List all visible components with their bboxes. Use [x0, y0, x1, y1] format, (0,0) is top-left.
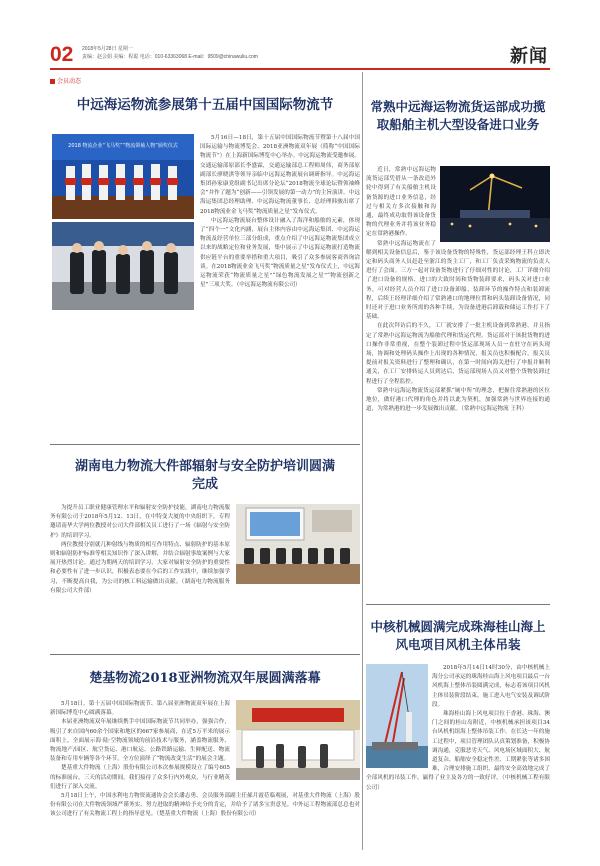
article5-photo-spacer — [366, 664, 432, 772]
column-divider — [362, 72, 363, 850]
header-credits: 责编：赵会娟 美编：程聪 电话：010-63363068 E-mail：9509@chinawuliu.com — [82, 54, 258, 60]
article-separator — [366, 604, 550, 605]
article5-lead: 2018年5月14日14时30分，由中核机械上海分公司承运的珠海桂山海上风电项目最后一台风机海上整体吊装圆满完成，标志着该项目风机主体吊装阶段结束，施工进入电气安装及调试阶段。 — [432, 665, 550, 708]
tag-label: 会员动态 — [57, 79, 82, 85]
section-title: 新闻 — [510, 46, 548, 67]
article-separator — [50, 444, 360, 445]
right-column — [366, 72, 550, 850]
left-column — [50, 72, 360, 850]
article4-paragraph: 常熟中远海运物流在了解到相关设备信息后，鉴于该设备货物的特殊性，货运部经理王科立即决定和码头商务人员赶赴至浙江的货主工厂，和工厂负责采购物流的负责人进行了会面。三方一起对设备货物进行了仔细对性的讨论，工厂详细介绍了进口设备的规格、进口的大致时间和货物装卸要求，码头关对进口业务，可对经营人员介绍了进口设备卸船、装卸环节的操作特点和装卸流程，后续王经理详细介绍了常熟港口的地理位置和码头装卸设备情况，同时还对于进口业务所需的各种手续，为设备进港后卸载和储运工作打下了基础。 — [366, 240, 550, 321]
article1-title: 中远海运物流参展第十五届中国国际物流节 — [76, 97, 334, 113]
article1-paragraph: 中远海运物流展台整体设计融入了海洋和船舶的元素，体现了“四个一”文化内涵，展台主体内容由中远海运集团、中远海运物流及经营单位三部分组成，重点介绍了中远海运物流集团成立以来的战略定位和业务发展，集中展示了中远海运物流打造物流供应链平台的重要举措和重大项目，吸引了众多参展客商咨询洽谈。在2018物流业金飞马奖“物流质量之星”发布仪式上，中远海运物流荣获“物流质量之星”“绿色物流发展之星”“物流创新之星”三项大奖。（中远海运物流有限公司） — [200, 217, 360, 289]
article1-paragraph: 5月16日—18日，第十五届中国国际物流节暨第十八届中国国际运输与物流博览会、2018亚洲物流双年展（简称“中国国际物流节”）在上海新国际博览中心举办。中远海运物流受邀参展。交通运输部原部长李盛霖，交通运输部总工程师周伟，商务部原副部长廖晓淇等领导亲临中远海运物流展台调研指导。中远海运集团孙家康党组副书记出席分论坛“2018物流全球论坛暨领袖峰会”并作了题为“创新——引领发展的第一动力”的主旨演讲。中远海运集团总经理助理、中远海运物流董事长、总经理韩骏出席了2018物流业金飞马奖“物流质量之星”发布仪式。 — [200, 135, 360, 215]
article5-paragraph: 珠海桂山海上风电项目位于香港、珠海、澳门之间的桂山岛附近，中核机械承担该项目34台风机机组海上整体吊装工作。在长达一年的施工过程中，项目管理团队认真策划准备，积极协调沟通，克服恶劣天气、风电场区域面积大、航道复杂、船舶安全稳定性差、工期紧张等诸多困难，合理安排施工组织，最终安全高效地完成了全部风机的吊装工作，赢得了业主及各方的一致好评。（中核机械工程有限公司） — [366, 711, 550, 791]
article2-body — [50, 504, 360, 644]
article4-lead: 近日，常熟中远海运物流货运部凭借从一条改造外轮中得到了有关船舶主机设备货源的进口业务信息，经过与相关方多次接触和沟通，最终成功取得该设备货物的代理业务并将该业务稳定在常熟港操作。 — [366, 167, 436, 238]
article3-paragraph: 楚基重大件物流（上海）股份有限公司本次参展规模设立了编号605的标准展台，三天的活动期间，我们接待了众多行内外观众，与行业精英们进行了深入交流。 — [50, 765, 230, 790]
article4-photo-spacer — [436, 166, 550, 246]
article4-paragraph: 在此次拜访后的不久，工厂就安排了一批主机设备到常熟港，并且指定了常熟中远海运物流为船舶代理和货运代理。货运部对于该批货物的进口操作非常重视，在整个装卸过程中货运部现场人员一直驻守在码头现场，协调和处理码头操作上出现的各种情况，报关员也积极配合，报关员提前对报关资料进行了整理和确认，在第一时间向海关进行了申报并顺利通关，在工厂安排转运人员到达后，货运部现场人员又对整个货物装卸过程进行了全程监控。 — [366, 323, 550, 385]
article5-body — [366, 664, 550, 850]
article4-paragraph: 常熟中远海运物流货运部紧抓“厕中所”的理念，把握住常熟港的区位地位，做好港口代理的角色并将以此为契机，加强常熟与世界连接的通道，为常熟港的进一步发展做出贡献。（常熟中远海运物流 王科） — [366, 387, 550, 413]
header-date: 2018年5月28日 星期一 — [82, 46, 133, 52]
article3-photo-spacer — [230, 700, 360, 784]
tag-square-icon — [50, 79, 55, 84]
article3-title: 楚基物流2018亚洲物流双年展圆满落幕 — [89, 671, 321, 686]
article4-body — [366, 166, 550, 606]
member-news-tag — [50, 76, 81, 85]
article3-paragraph: 5月18日上午，中国水利电力物资流通协会会长潘志勇、会员服务部副主任郝月霞莅临观展，对基重大件物流（上海）股份有限公司在大件物流领域严谨务实、努力进取的精神给予充分的肯定，并给予了诸多宝贵意见。中外运工程物流部总总也对该公司进行了有关物流工程上的指导意见。（楚基重大件物流（上海）股份有限公司） — [50, 793, 360, 818]
page-header — [50, 44, 550, 66]
article1-body — [50, 134, 360, 438]
article3-paragraph: 本届亚洲物流双年展继续携手中国国际物流节共同举办，强强合作，吸引了来自国内60余个国家和地区的667家参展商，在近5万平米的展示面积上，全面展示海·陆·空物流领域的前沿技术与服务，涵盖物流服务、物流地产/园区、航空货运、港口航运、公路铁路运输、生鲜配送、物流装备和专用车辆等各个环节，全方位演绎了“物流改变生活”的展会主题。 — [50, 719, 230, 763]
article2-paragraph: 为提升员工职业健康管理水平和辐射安全防护技能，湖南电力物流服务有限公司于2018年5月12、13日，在中特变大厦的中央组织下，专程邀请南华大学两位教授对公司大件部相关员工进行了一场《辐射与安全防护》的培训学习。 — [50, 505, 230, 539]
header-info — [82, 45, 258, 61]
article3-paragraph: 5月18日，第十五届中国国际物流节、第八届亚洲物流双年展在上海新国际博览中心圆满落幕。 — [50, 701, 230, 717]
article1-photo-spacer — [50, 134, 200, 314]
article3-body — [50, 700, 360, 850]
page-number: 02 — [50, 43, 74, 66]
article2-paragraph: 两位教授分别就几种射线与物质的相互作用特点、辐射防护的基本原则和辐射防护标准等相关知识作了深入讲解，并结合辐射事故案例与大家展开热烈讨论。通过为期两天的培训学习，大家对辐射安全防护的重要性和必要性有了进一步认识，积极表态要在今后的工作实践中，继续加强学习，不断提高自我，为公司的核工料运输做出贡献。（湖南电力物流服务有限公司大件部） — [50, 541, 230, 594]
article2-photo-spacer — [230, 504, 360, 590]
photo-caption: 2018 物流企业“飞马奖”“物流领袖人物”颁奖仪式 — [68, 143, 178, 149]
article4-title: 常熟中远海运物流货运部成功揽取船舶主机大型设备进口业务 — [370, 99, 546, 132]
header-rule — [50, 68, 550, 70]
article5-title: 中核机械圆满完成珠海桂山海上风电项目风机主体吊装 — [370, 619, 546, 652]
article2-title: 湖南电力物流大件部辐射与安全防护培训圆满完成 — [74, 459, 335, 492]
article-separator — [50, 654, 360, 655]
